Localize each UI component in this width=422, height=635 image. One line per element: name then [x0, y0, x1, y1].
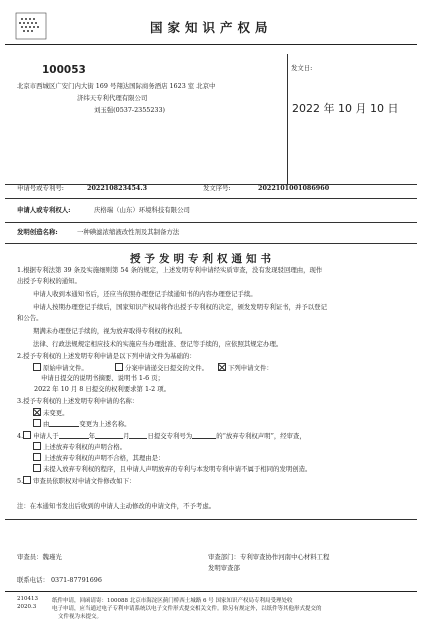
para-1d: 申请人按期办理登记手续后，国家知识产权局将作出授予专利权的决定，颁发发明专利证书，并予以登记 [33, 303, 327, 311]
option-waiver-ok-label: 上述放弃专利权的声明合格。 [43, 443, 127, 451]
blank-day [129, 432, 147, 439]
postal-code: 100053 [42, 64, 86, 76]
contact-phone: 联系电话： 0371-87791696 [17, 576, 102, 584]
para-4-waiver: 的“放弃专利权声明”，经审查， [216, 432, 306, 440]
para-5-label: 审查员依职权对申请文件修改如下： [33, 477, 136, 485]
files-line-2: 2022 年 10 月 8 日提交的权利要求第 1-2 项。 [34, 385, 171, 393]
option-changed-from: 由 [43, 420, 50, 428]
para-4-number: 4. [17, 432, 24, 440]
checkbox-waiver-bad-icon[interactable] [33, 453, 41, 461]
address-line-2: 济纬天专利代理有限公司 [77, 94, 148, 102]
option-waiver-not-same-label: 未提入放弃专利权的程序，且申请人声明放弃的专利与本发明专利申请不属于相同的发明创造。 [43, 465, 312, 473]
para-3: 3.授予专利权的上述发明专利申请的名称： [17, 397, 139, 405]
checkbox-listed-checked-icon[interactable] [218, 363, 226, 371]
remark-line-1: 纸件申请，回函请寄：100088 北京市海淀区蓟门桥西土城路 6 号 国家知识产权局专利局受理处收 [52, 598, 293, 604]
checkbox-original-icon[interactable] [33, 363, 41, 371]
para-1b: 出授予专利权的通知。 [17, 277, 81, 285]
checkbox-waiver-icon[interactable] [23, 431, 31, 439]
para-4-patent: 日提交专利号为 [147, 432, 193, 440]
option-division-label: 分案申请递交日提交的文件。 [125, 364, 209, 372]
option-listed-label: 下列申请文件： [228, 364, 273, 372]
footer-rule [5, 591, 417, 592]
office-name: 国家知识产权局 [150, 20, 273, 35]
para-5-number: 5. [17, 477, 24, 485]
para-4-applicant: 申请人于 [33, 432, 59, 440]
checkbox-examiner-edit-icon[interactable] [23, 476, 31, 484]
remark-line-2: 电子申请，应当通过电子专利申请系统以电子文件形式提交相关文件。除另有规定外，以纸件等其他形式提交的 [52, 606, 322, 612]
option-original-label: 原始申请文件。 [43, 364, 88, 372]
option-division-files[interactable] [115, 363, 208, 374]
blank-year [59, 432, 89, 439]
para-2: 2.授予专利权的上述发明专利申请是以下列申请文件为基础的： [17, 352, 196, 360]
option-waiver-bad-label: 上述放弃专利权的声明不合格，其理由是： [43, 454, 165, 462]
para-1a: 1.根据专利法第 39 条及实施细则第 54 条的规定，上述发明专利申请经实质审查，没有发现驳回理由，现作 [17, 266, 323, 274]
title-label: 发明创造名称: [17, 228, 58, 236]
para-4 [17, 431, 306, 442]
app-no-value: 202210823454.3 [87, 184, 148, 192]
document-title: 授予发明专利权通知书 [130, 253, 275, 265]
applicant-label: 申请人或专利权人: [17, 206, 71, 214]
exam-department: 审查部门：专利审查协作河南中心材料工程 [208, 553, 330, 561]
para-4-year: 年 [88, 432, 96, 440]
doc-no-value: 2022101001086960 [258, 184, 330, 192]
checkbox-waiver-not-same-icon[interactable] [33, 464, 41, 472]
rule-4 [5, 243, 417, 244]
examiner: 审查员：魏瑾光 [17, 553, 62, 561]
para-5 [17, 476, 135, 487]
para-4-month: 月 [123, 432, 130, 440]
address-line-1: 北京市西城区广安门内大街 169 号翔达国际商务酒店 1623 室 北京中 [17, 82, 216, 90]
office-emblem [8, 9, 56, 43]
rule-2 [5, 198, 417, 199]
option-waiver-bad[interactable] [33, 453, 164, 464]
header-rule [5, 44, 417, 45]
para-1c: 申请人收到本通知书后，还应当依照办理登记手续通知书的内容办理登记手续。 [33, 290, 257, 298]
body-rule [5, 519, 417, 520]
option-waiver-ok[interactable] [33, 442, 126, 453]
option-original-files[interactable] [33, 363, 88, 374]
para-1e: 和公告。 [17, 314, 43, 322]
option-title-changed[interactable] [33, 419, 131, 430]
send-date-value: 2022 年 10 月 10 日 [292, 102, 399, 115]
send-date-label: 发文日: [291, 64, 313, 72]
para-1f: 期满未办理登记手续的，视为放弃取得专利权的权利。 [33, 327, 187, 335]
title-value: 一种碘滤浓缩液改性剂及其制备方法 [77, 228, 180, 236]
send-date-divider [287, 54, 288, 184]
checkbox-waiver-ok-icon[interactable] [33, 442, 41, 450]
para-1g: 法律、行政法规规定相应技术的实施应当办理批准、登记等手续的，应依照其规定办理。 [33, 340, 283, 348]
blank-old-title [49, 420, 79, 427]
checkbox-division-icon[interactable] [115, 363, 123, 371]
form-code: 210413 [17, 596, 38, 602]
app-no-label: 申请号或专利号: [17, 184, 64, 192]
doc-no-label: 发文序号: [203, 184, 231, 192]
applicant-value: 庆格瑞（山东）环境科技有限公司 [94, 206, 190, 214]
option-title-unchanged[interactable] [33, 408, 69, 419]
remark-line-3: 文件视为未提交。 [58, 614, 103, 620]
option-unchanged-label: 未变更。 [43, 409, 69, 417]
address-contact: 刘玉强(0537-2355233) [94, 106, 166, 114]
blank-month [95, 432, 123, 439]
form-version: 2020.3 [17, 604, 37, 610]
blank-patent-no [192, 432, 216, 439]
rule-3 [5, 222, 417, 223]
option-changed-to: 变更为上述名称。 [79, 420, 131, 428]
checkbox-changed-icon[interactable] [33, 419, 41, 427]
exam-department-2: 发明审查部 [208, 564, 240, 572]
option-listed-files[interactable] [218, 363, 273, 374]
option-waiver-not-same[interactable] [33, 464, 311, 475]
checkbox-unchanged-checked-icon[interactable] [33, 408, 41, 416]
files-line-1: 申请日提交的说明书摘要、说明书 1-6 页； [41, 374, 164, 382]
note: 注：在本通知书发出后收到的申请人主动修改的申请文件，不予考虑。 [17, 502, 216, 510]
